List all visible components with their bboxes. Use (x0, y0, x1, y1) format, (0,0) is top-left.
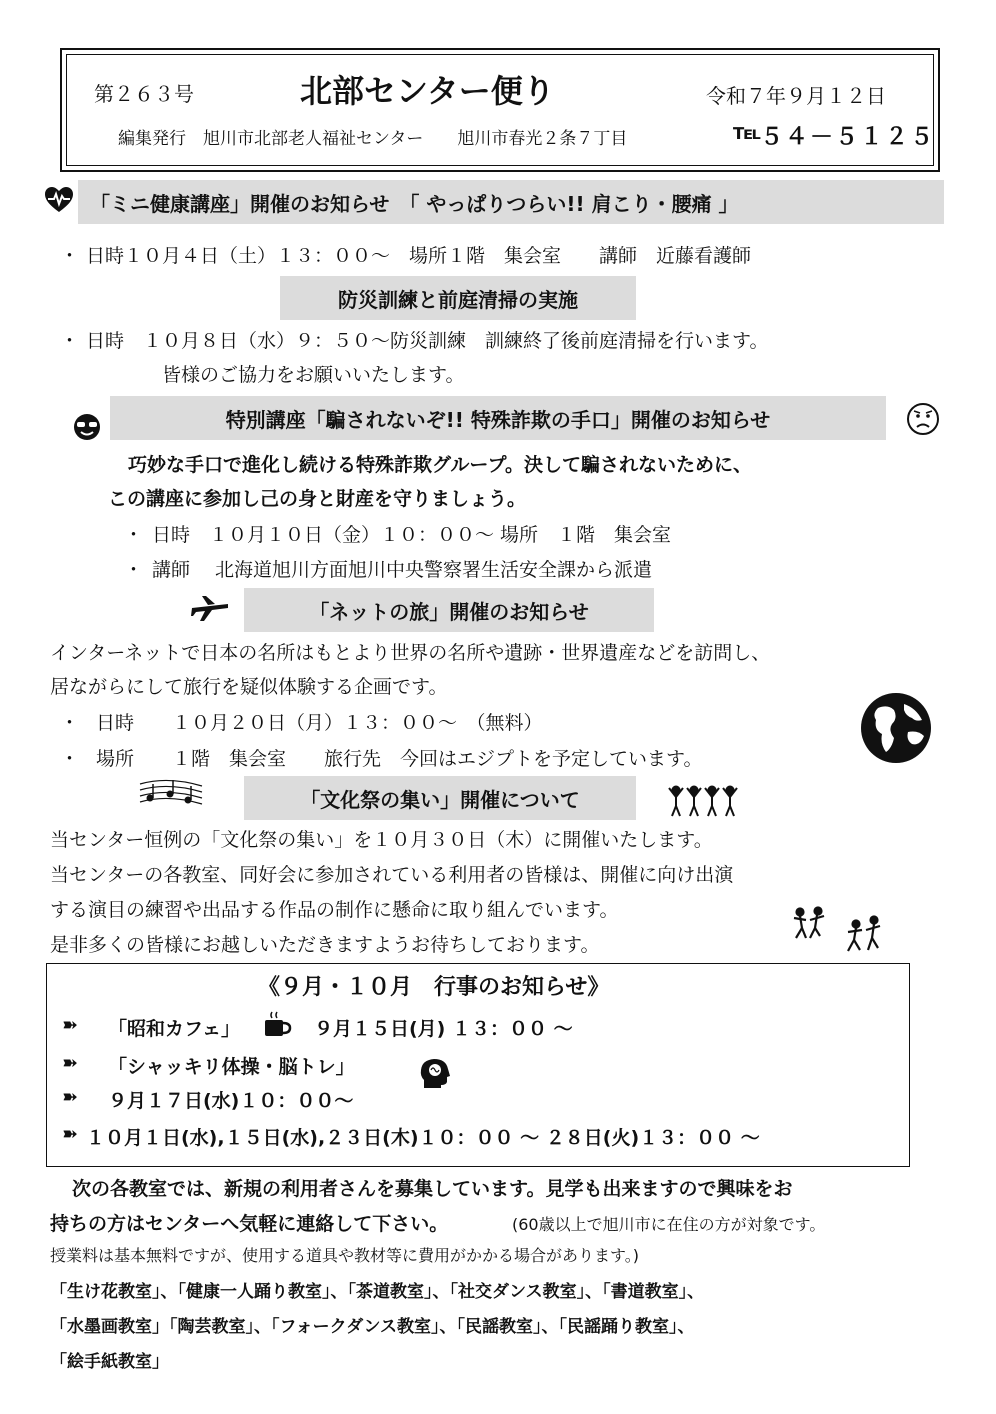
issue-date: 令和７年９月１２日 (706, 84, 886, 108)
section-title-culture-festival (244, 776, 636, 820)
disaster-drill-details: 日時 １０月８日（水）９：５０～防災訓練 訓練終了後前庭清掃を行います。 (86, 330, 769, 352)
people-group-icon (666, 784, 742, 818)
class-list-line1: 「生け花教室」、「健康一人踊り教室」、「茶道教室」、「社交ダンス教室」、「書道教室」、 (50, 1282, 705, 1302)
showa-cafe-datetime: ９月１５日(月) １３：００ ～ (314, 1018, 573, 1040)
recruit-fee-note: 授業料は基本無料ですが、使用する道具や教材等に費用がかかる場合があります。) (50, 1246, 639, 1265)
culture-festival-line3: する演目の練習や出品する作品の制作に懸命に取り組んでいます。 (50, 899, 619, 921)
disaster-drill-title: 防災訓練と前庭清掃の実施 (338, 287, 578, 312)
bullet: ・ (124, 524, 144, 546)
recruit-eligibility-note: (60歳以上で旭川市に在住の方が対象です。 (512, 1215, 826, 1234)
exercise-brain-training-label: 「シャッキリ体操・脳トレ」 (108, 1056, 355, 1078)
section-title-disaster-drill (280, 276, 636, 320)
section-title-fraud-lecture (110, 396, 886, 440)
fraud-intro-line1: 巧妙な手口で進化し続ける特殊詐欺グループ。決して騙されないために、 (128, 454, 752, 476)
heart-pulse-icon (44, 186, 74, 214)
airplane-icon (190, 594, 230, 622)
fraud-lecture-title: 特別講座「騙されないぞ!! 特殊詐欺の手口」開催のお知らせ (225, 407, 771, 432)
net-travel-datetime: 日時 １０月２０日（月）１３：００～ （無料） (96, 712, 543, 734)
exercise-sessions-october: １０月１日(水),１５日(水),２３日(木)１０：００ ～ ２８日(火)１３：００ ～ (86, 1127, 760, 1149)
publisher-info: 編集発行 旭川市北部老人福祉センター 旭川市春光２条７丁目 (118, 129, 628, 149)
net-travel-title: 「ネットの旅」開催のお知らせ (309, 599, 589, 624)
health-lecture-title: 「ミニ健康講座」開催のお知らせ 「 やっぱりつらい!! 肩こり・腰痛 」 (90, 191, 739, 216)
class-list-line3: 「絵手紙教室」 (50, 1352, 169, 1372)
culture-festival-title: 「文化祭の集い」開催について (300, 787, 580, 812)
section-title-health-lecture (78, 180, 944, 224)
tel-label: ℡ (733, 120, 762, 145)
music-notes-icon (138, 774, 204, 812)
class-list-line2: 「水墨画教室」「陶芸教室」、「フォークダンス教室」、「民謡教室」、「民謡踊り教室」、 (50, 1317, 695, 1337)
net-travel-venue: 場所 １階 集会室 旅行先 今回はエジプトを予定しています。 (96, 748, 703, 770)
disaster-drill-request: 皆様のご協力をお願いいたします。 (162, 364, 465, 386)
bullet: ・ (60, 748, 80, 770)
bullet: ・ (60, 712, 80, 734)
issue-number: 第２６３号 (94, 82, 194, 106)
recruit-line2: 持ちの方はセンターへ気軽に連絡して下さい。 (50, 1213, 449, 1235)
arrow-icon: ➽ (62, 1086, 78, 1108)
section-title-net-travel (244, 588, 654, 632)
newsletter-title: 北部センター便り (300, 72, 555, 110)
culture-festival-line1: 当センター恒例の「文化祭の集い」を１０月３０日（木）に開催いたします。 (50, 829, 713, 851)
arrow-icon: ➽ (62, 1123, 78, 1145)
net-travel-intro-line2: 居ながらにして旅行を疑似体験する企画です。 (50, 676, 448, 698)
culture-festival-line2: 当センターの各教室、同好会に参加されている利用者の皆様は、開催に向け出演 (50, 864, 734, 886)
globe-icon (858, 690, 934, 766)
head-brain-icon (418, 1056, 452, 1090)
exercise-session-sep17: ９月１７日(水)１０：００～ (108, 1090, 354, 1112)
showa-cafe-label: 「昭和カフェ」 (108, 1018, 241, 1040)
bullet: ・ (124, 559, 144, 581)
dancers-icon (790, 906, 886, 954)
sunglasses-face-icon (72, 412, 102, 442)
fraud-intro-line2: この講座に参加し己の身と財産を守りましょう。 (108, 488, 527, 510)
events-title: 《９月・１０月 行事のお知らせ》 (258, 975, 610, 1000)
fraud-lecture-speaker: 講師 北海道旭川方面旭川中央警察署生活安全課から派遣 (152, 559, 653, 581)
culture-festival-line4: 是非多くの皆様にお越しいただきますようお待ちしております。 (50, 934, 600, 956)
arrow-icon: ➽ (62, 1052, 78, 1074)
coffee-cup-icon (262, 1010, 292, 1040)
recruit-line1: 次の各教室では、新規の利用者さんを募集しています。見学も出来ますので興味をお (72, 1178, 793, 1200)
arrow-icon: ➽ (62, 1014, 78, 1036)
fraud-lecture-datetime: 日時 １０月１０日（金）１０：００～ 場所 １階 集会室 (152, 524, 672, 546)
bullet: ・ (60, 330, 80, 352)
bullet: ・ (60, 245, 80, 267)
tel-number: ５４－５１２５ (760, 124, 935, 150)
net-travel-intro-line1: インターネットで日本の名所はもとより世界の名所や遺跡・世界遺産などを訪問し、 (50, 642, 771, 664)
worried-face-icon (906, 402, 940, 436)
health-lecture-details: 日時１０月４日（土）１３：００～ 場所１階 集会室 講師 近藤看護師 (86, 245, 752, 267)
